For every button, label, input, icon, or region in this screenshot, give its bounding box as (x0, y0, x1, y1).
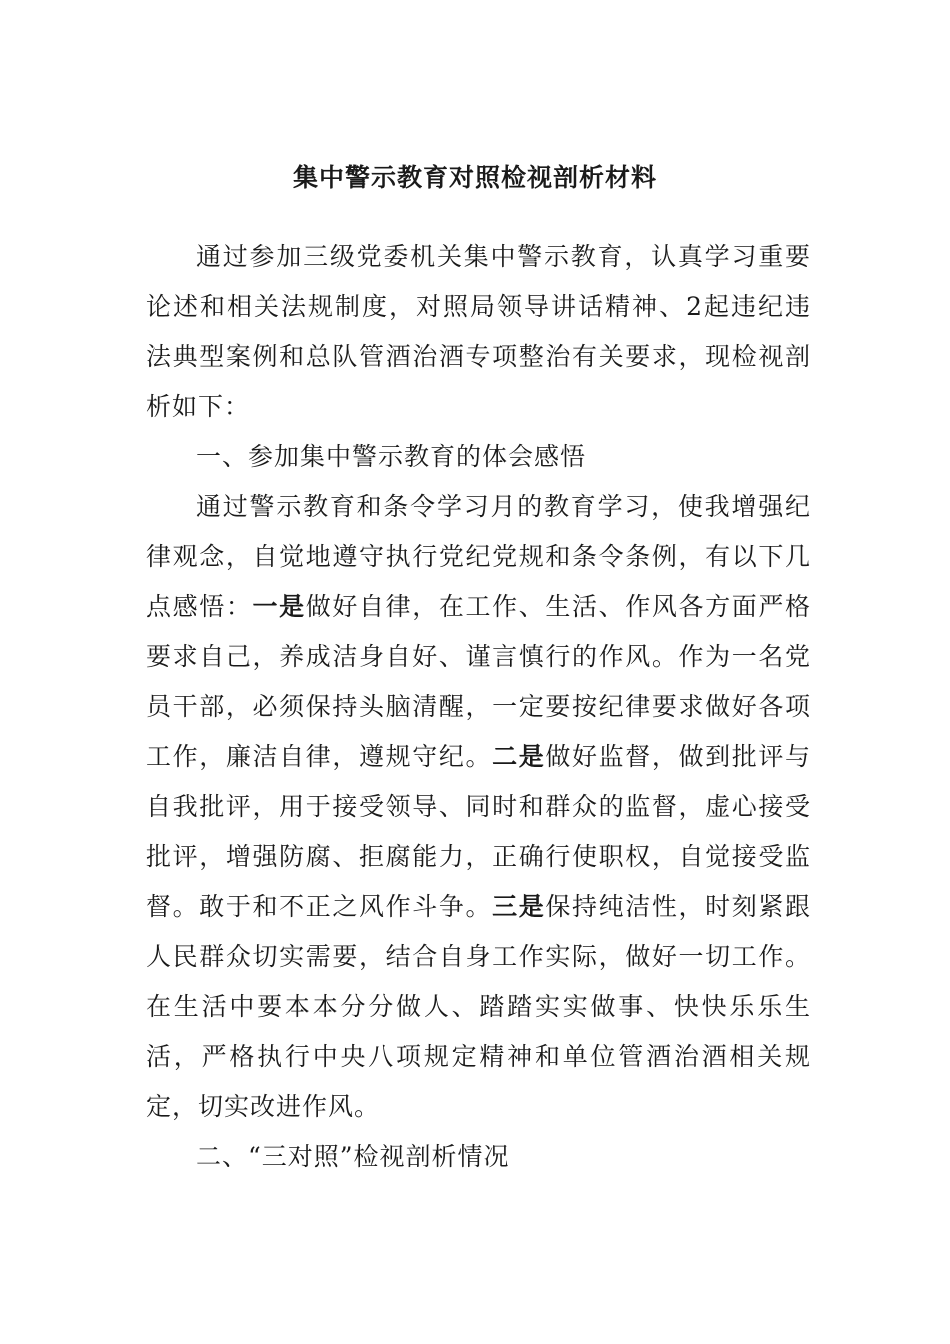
section-heading-1: 一、参加集中警示教育的体会感悟 (196, 442, 587, 471)
document-title: 集中警示教育对照检视剖析材料 (292, 163, 657, 192)
point-3-label: 三是 (492, 892, 546, 921)
document-body (146, 232, 811, 1182)
section-heading-2: 二、“三对照”检视剖析情况 (196, 1142, 510, 1171)
intro-paragraph: 通过参加三级党委机关集中警示教育，认真学习重要论述和相关法规制度，对照局领导讲话精神、2起违纪违法典型案例和总队管酒治酒专项整治有关要求，现检视剖析如下： (146, 242, 811, 421)
point-2-label: 二是 (492, 742, 546, 771)
point-1-label: 一是 (252, 592, 306, 621)
point-1-text: 做好自律，在工作、生活、作风各方面严格要求自己，养成洁身自好、谨言慎行的作风。作为一名党员干部，必须保持头脑清醒，一定要按纪律要求做好各项工作，廉洁自律，遵规守纪。 (146, 592, 811, 771)
section-1-paragraph (146, 482, 811, 1132)
point-2-text: 做好监督，做到批评与自我批评，用于接受领导、同时和群众的监督，虚心接受批评，增强防腐、拒腐能力，正确行使职权，自觉接受监督。敢于和不正之风作斗争。 (146, 742, 811, 921)
section-1-lead-text: 通过警示教育和条令学习月的教育学习，使我增强纪律观念，自觉地遵守执行党纪党规和条令条例，有以下几点感悟： (146, 492, 811, 621)
point-3-text: 保持纯洁性，时刻紧跟人民群众切实需要，结合自身工作实际，做好一切工作。在生活中要本本分分做人、踏踏实实做事、快快乐乐生活，严格执行中央八项规定精神和单位管酒治酒相关规定，切实改进作风。 (146, 892, 811, 1121)
